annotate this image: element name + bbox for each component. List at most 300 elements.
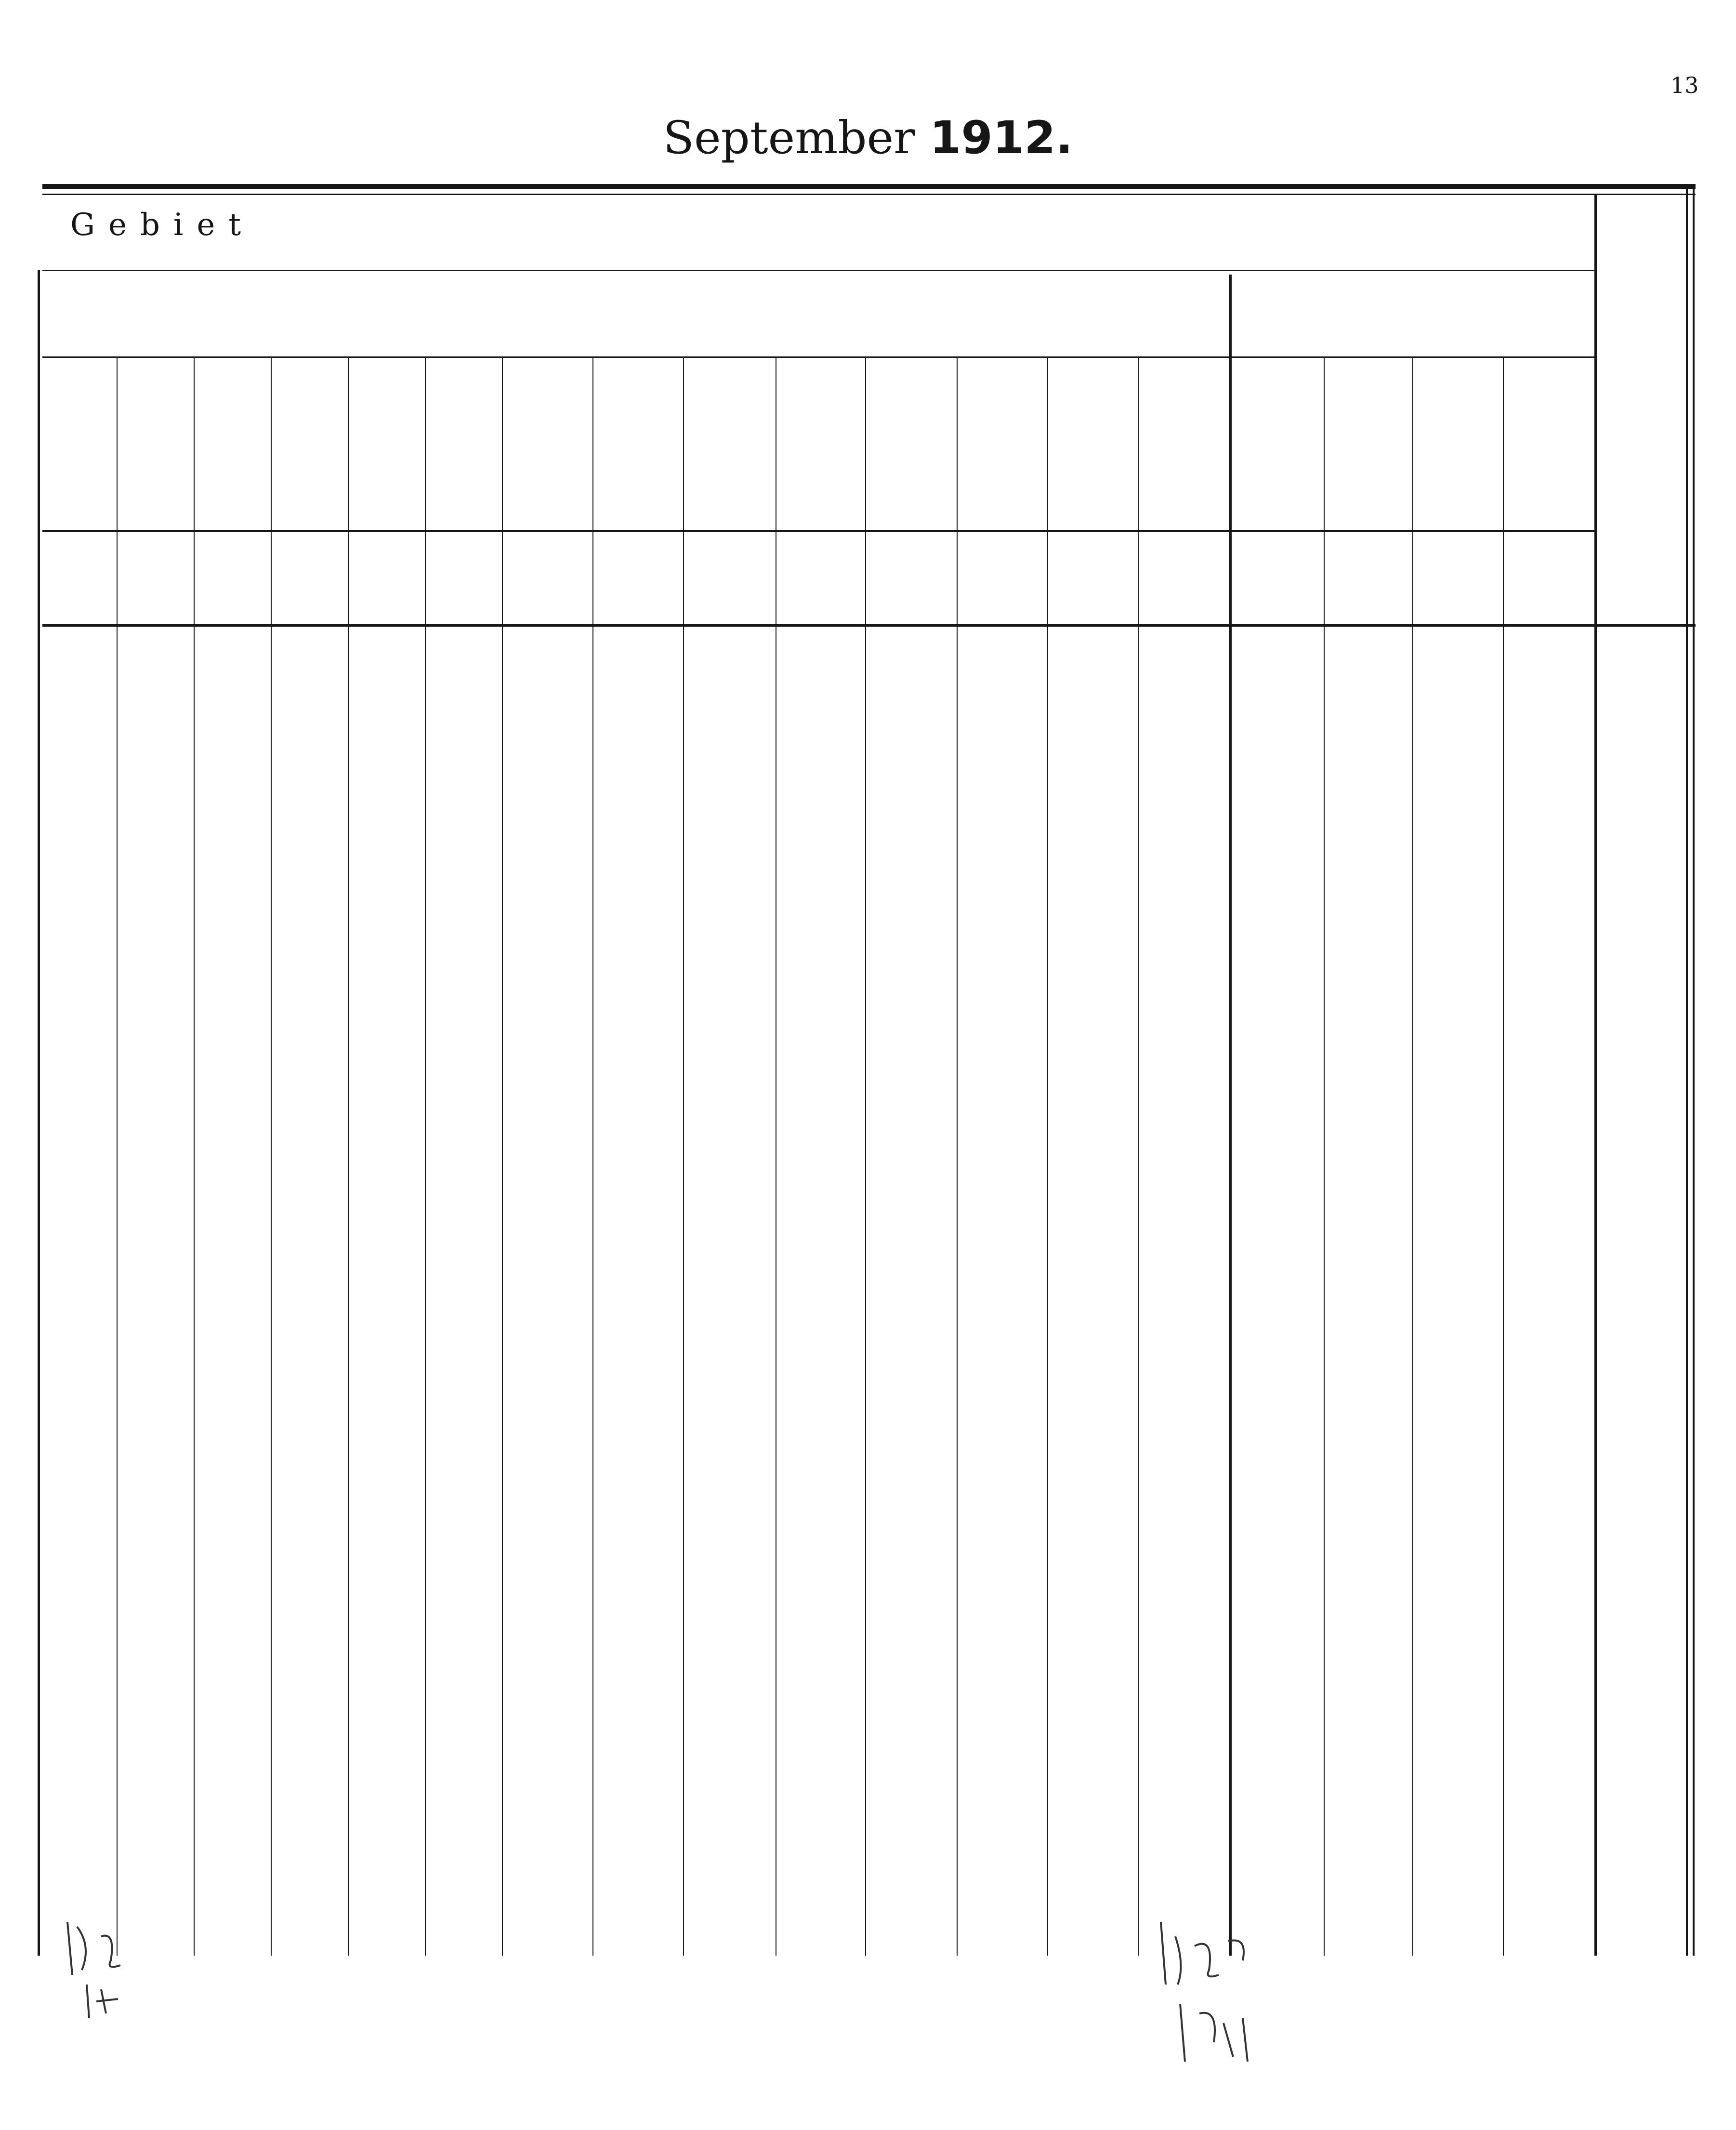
table-cell [42,1008,117,1039]
table-cell [957,935,1047,967]
station-header [1138,357,1229,526]
table-cell [1412,1554,1503,1586]
table-cell [1229,1190,1324,1222]
table-cell [1047,1700,1138,1732]
table-cell [194,753,271,785]
table-cell [776,789,865,821]
table-cell [425,1627,502,1659]
table-cell [776,1081,865,1113]
table-cell [683,1008,776,1039]
table-cell [592,1445,683,1477]
table-cell [683,1700,776,1732]
table-cell [348,753,425,785]
table-cell [1229,717,1324,749]
table-cell [1138,680,1229,712]
table-cell [502,1554,592,1586]
table-cell [1047,717,1138,749]
table-cell [683,1190,776,1222]
table-cell [1047,1081,1138,1113]
table-cell [425,1408,502,1440]
table-cell [1412,1226,1503,1258]
table-cell [1047,1591,1138,1622]
table-cell [1138,1299,1229,1331]
table-cell [1412,1336,1503,1367]
table-cell [1138,1408,1229,1440]
table-cell [776,1445,865,1477]
table-cell [1412,1736,1503,1768]
table-cell [1138,1336,1229,1367]
table-cell [1324,1299,1412,1331]
table-cell [348,1700,425,1732]
table-cell [776,935,865,967]
table-cell [865,1299,957,1331]
station-sum [1047,1818,1138,1850]
table-cell [117,1554,194,1586]
table-cell [957,753,1047,785]
table-cell [425,826,502,857]
table-cell [271,1408,348,1440]
table-cell [502,1299,592,1331]
table-cell [776,972,865,1003]
table-cell [1503,1008,1594,1039]
table-cell [865,1554,957,1586]
table-cell [865,1044,957,1076]
table-cell [117,1445,194,1477]
table-cell [42,1372,117,1404]
table-cell [348,1445,425,1477]
table-cell [1047,1408,1138,1440]
table-cell [42,1408,117,1440]
table-cell [271,1481,348,1513]
table-cell [117,789,194,821]
table-cell [1047,862,1138,894]
table-cell [425,899,502,931]
table-cell [425,862,502,894]
table-cell [348,899,425,931]
table-cell [865,1263,957,1295]
table-cell [1503,1591,1594,1622]
table-cell [194,1481,271,1513]
table-cell [1229,1372,1324,1404]
table-cell [957,1117,1047,1149]
table-cell [957,1226,1047,1258]
table-cell [865,1700,957,1732]
table-cell [194,862,271,894]
table-cell [194,1190,271,1222]
table-cell [683,1226,776,1258]
table-cell [957,1518,1047,1550]
table-cell [865,1081,957,1113]
table-cell [194,1518,271,1550]
table-cell [1229,1008,1324,1039]
table-cell [117,935,194,967]
table-cell [1324,1117,1412,1149]
table-cell [1047,1481,1138,1513]
table-cell [1324,1263,1412,1295]
table-cell [42,1299,117,1331]
table-cell [592,1591,683,1622]
table-cell [957,1299,1047,1331]
table-cell [117,1299,194,1331]
table-cell [502,1081,592,1113]
day-number [1604,1700,1679,1732]
table-cell [1324,1081,1412,1113]
table-cell [271,1736,348,1768]
station-header [425,357,502,526]
table-cell [776,1736,865,1768]
table-cell [776,1518,865,1550]
day-number [1604,1408,1679,1440]
table-cell [683,862,776,894]
table-cell [1412,899,1503,931]
station-header [117,357,194,526]
table-cell [1324,899,1412,931]
table-cell [1503,1117,1594,1149]
table-cell [1503,680,1594,712]
day-number [1604,753,1679,785]
station-sum [117,1818,194,1850]
table-cell [1324,826,1412,857]
table-cell [1503,1554,1594,1586]
table-cell [1503,1190,1594,1222]
table-cell [1503,1736,1594,1768]
table-cell [776,1408,865,1440]
table-cell [592,1481,683,1513]
table-cell [271,789,348,821]
table-cell [194,826,271,857]
table-cell [42,1700,117,1732]
table-cell [957,1663,1047,1695]
station-header [348,357,425,526]
table-cell [776,1263,865,1295]
table-cell [683,1044,776,1076]
table-cell [1412,1627,1503,1659]
day-number [1604,717,1679,749]
table-cell [1047,899,1138,931]
table-cell [776,1226,865,1258]
station-header [194,357,271,526]
day-number [1604,1627,1679,1659]
table-cell [425,935,502,967]
table-cell [683,1263,776,1295]
table-cell [271,1117,348,1149]
table-cell [592,935,683,967]
table-cell [1138,1154,1229,1185]
table-cell [1229,862,1324,894]
table-cell [1503,1263,1594,1295]
table-cell [1503,1445,1594,1477]
table-cell [117,862,194,894]
table-cell [42,862,117,894]
station-header [42,357,117,526]
table-cell [957,1372,1047,1404]
table-cell [1229,1736,1324,1768]
table-cell [1047,972,1138,1003]
station-header [502,357,592,526]
table-cell [502,1700,592,1732]
table-cell [42,1554,117,1586]
table-cell [1412,1445,1503,1477]
table-cell [1229,1518,1324,1550]
station-sum [683,1818,776,1850]
vrule-tag [1594,194,1597,1956]
table-cell [502,972,592,1003]
table-cell [1503,717,1594,749]
station-sum [1503,1818,1594,1850]
table-cell [425,1372,502,1404]
station-header [1324,357,1412,526]
table-cell [1503,1663,1594,1695]
table-cell [957,1336,1047,1367]
table-cell [1412,1663,1503,1695]
table-cell [1503,826,1594,857]
table-cell [502,1154,592,1185]
table-cell [1412,862,1503,894]
table-cell [1412,1154,1503,1185]
page-title [0,112,1736,164]
table-cell [117,1190,194,1222]
table-cell [1503,753,1594,785]
table-cell [194,935,271,967]
table-cell [194,1336,271,1367]
table-cell [776,1627,865,1659]
table-cell [683,1554,776,1586]
day-number [1604,1372,1679,1404]
table-cell [1412,1190,1503,1222]
table-cell [592,972,683,1003]
table-cell [348,1044,425,1076]
table-cell [1138,1372,1229,1404]
handwritten-mark-left [58,1917,154,2023]
table-cell [1412,1591,1503,1622]
table-cell [117,1700,194,1732]
page-number: 13 [1670,72,1699,98]
table-cell [1412,680,1503,712]
table-cell [425,972,502,1003]
table-cell [1138,826,1229,857]
table-cell [194,717,271,749]
table-cell [1047,1154,1138,1185]
table-cell [42,1190,117,1222]
rule-under-hoehe [42,624,1696,627]
table-cell [865,680,957,712]
table-cell [592,1117,683,1149]
table-cell [194,1117,271,1149]
table-cell [425,1663,502,1695]
table-cell [1229,1336,1324,1367]
table-cell [271,1008,348,1039]
table-cell [117,1591,194,1622]
table-cell [1412,753,1503,785]
station-header [1503,357,1594,526]
table-cell [348,1190,425,1222]
table-cell [1138,1663,1229,1695]
table-cell [117,1663,194,1695]
table-cell [957,1044,1047,1076]
table-cell [271,862,348,894]
table-cell [1138,899,1229,931]
table-cell [957,1700,1047,1732]
table-cell [348,826,425,857]
table-cell [1047,1263,1138,1295]
table-cell [1047,1372,1138,1404]
table-cell [683,1627,776,1659]
table-cell [1229,1481,1324,1513]
table-cell [502,717,592,749]
table-cell [271,1190,348,1222]
table-cell [42,1591,117,1622]
station-sum [425,1818,502,1850]
table-cell [957,862,1047,894]
table-cell [42,1154,117,1185]
table-cell [1503,1081,1594,1113]
table-cell [348,1663,425,1695]
table-cell [425,1081,502,1113]
table-cell [1324,1008,1412,1039]
table-cell [117,1627,194,1659]
table-cell [1324,1408,1412,1440]
title-year: 1912. [930,112,1073,164]
table-cell [502,1336,592,1367]
table-cell [425,789,502,821]
table-cell [776,680,865,712]
table-cell [348,972,425,1003]
table-cell [1047,1736,1138,1768]
table-cell [117,826,194,857]
station-sum [957,1818,1047,1850]
table-cell [348,717,425,749]
table-cell [1324,1445,1412,1477]
table-cell [271,1627,348,1659]
station-sum [1412,1818,1503,1850]
table-cell [42,1336,117,1367]
table-cell [865,1627,957,1659]
table-cell [425,1554,502,1586]
table-cell [194,789,271,821]
table-cell [865,972,957,1003]
table-cell [592,899,683,931]
table-cell [1503,862,1594,894]
table-cell [592,753,683,785]
table-cell [1229,789,1324,821]
table-cell [1412,826,1503,857]
table-cell [592,1554,683,1586]
table-cell [1138,1481,1229,1513]
table-cell [1138,1117,1229,1149]
table-cell [865,1372,957,1404]
table-cell [592,1336,683,1367]
table-cell [1324,1736,1412,1768]
table-cell [957,899,1047,931]
table-cell [194,1736,271,1768]
table-cell [1229,1044,1324,1076]
table-cell [957,1591,1047,1622]
table-cell [1412,1008,1503,1039]
table-cell [776,826,865,857]
table-cell [1324,1336,1412,1367]
table-cell [117,1226,194,1258]
table-cell [348,789,425,821]
table-cell [1324,1154,1412,1185]
table-cell [957,1081,1047,1113]
table-cell [425,1481,502,1513]
table-cell [348,862,425,894]
table-cell [865,1736,957,1768]
table-cell [271,972,348,1003]
table-cell [865,935,957,967]
table-cell [425,753,502,785]
table-cell [502,753,592,785]
table-cell [348,1008,425,1039]
table-cell [1047,1008,1138,1039]
table-cell [1229,1700,1324,1732]
table-cell [42,1736,117,1768]
table-cell [425,1336,502,1367]
table-cell [1324,1554,1412,1586]
table-cell [194,1044,271,1076]
table-cell [1229,972,1324,1003]
table-cell [348,935,425,967]
table-cell [1047,680,1138,712]
table-cell [1047,1445,1138,1477]
table-cell [1138,972,1229,1003]
table-cell [194,1372,271,1404]
table-cell [1324,717,1412,749]
table-cell [42,1445,117,1477]
table-cell [42,899,117,931]
day-number [1604,1663,1679,1695]
table-cell [1047,1226,1138,1258]
table-cell [1412,972,1503,1003]
table-cell [117,1081,194,1113]
station-sum [42,1818,117,1850]
table-cell [957,1190,1047,1222]
table-cell [1324,972,1412,1003]
table-cell [271,717,348,749]
table-cell [348,1117,425,1149]
table-cell [865,717,957,749]
table-cell [1047,826,1138,857]
day-number [1604,935,1679,967]
table-cell [42,789,117,821]
table-cell [502,1263,592,1295]
table-cell [1412,789,1503,821]
table-cell [42,1518,117,1550]
day-number [1604,1445,1679,1477]
table-cell [865,1117,957,1149]
table-cell [1047,1627,1138,1659]
table-cell [1324,1591,1412,1622]
table-cell [957,826,1047,857]
table-cell [1229,1299,1324,1331]
table-cell [42,680,117,712]
table-cell [776,753,865,785]
table-cell [502,935,592,967]
station-header [683,357,776,526]
table-cell [502,1445,592,1477]
table-cell [1324,862,1412,894]
table-cell [348,1518,425,1550]
table-cell [1503,1226,1594,1258]
table-cell [271,1081,348,1113]
table-cell [117,1336,194,1367]
table-cell [1503,972,1594,1003]
table-cell [776,1117,865,1149]
table-cell [42,1627,117,1659]
station-header [865,357,957,526]
table-cell [1047,935,1138,967]
table-cell [348,1408,425,1440]
